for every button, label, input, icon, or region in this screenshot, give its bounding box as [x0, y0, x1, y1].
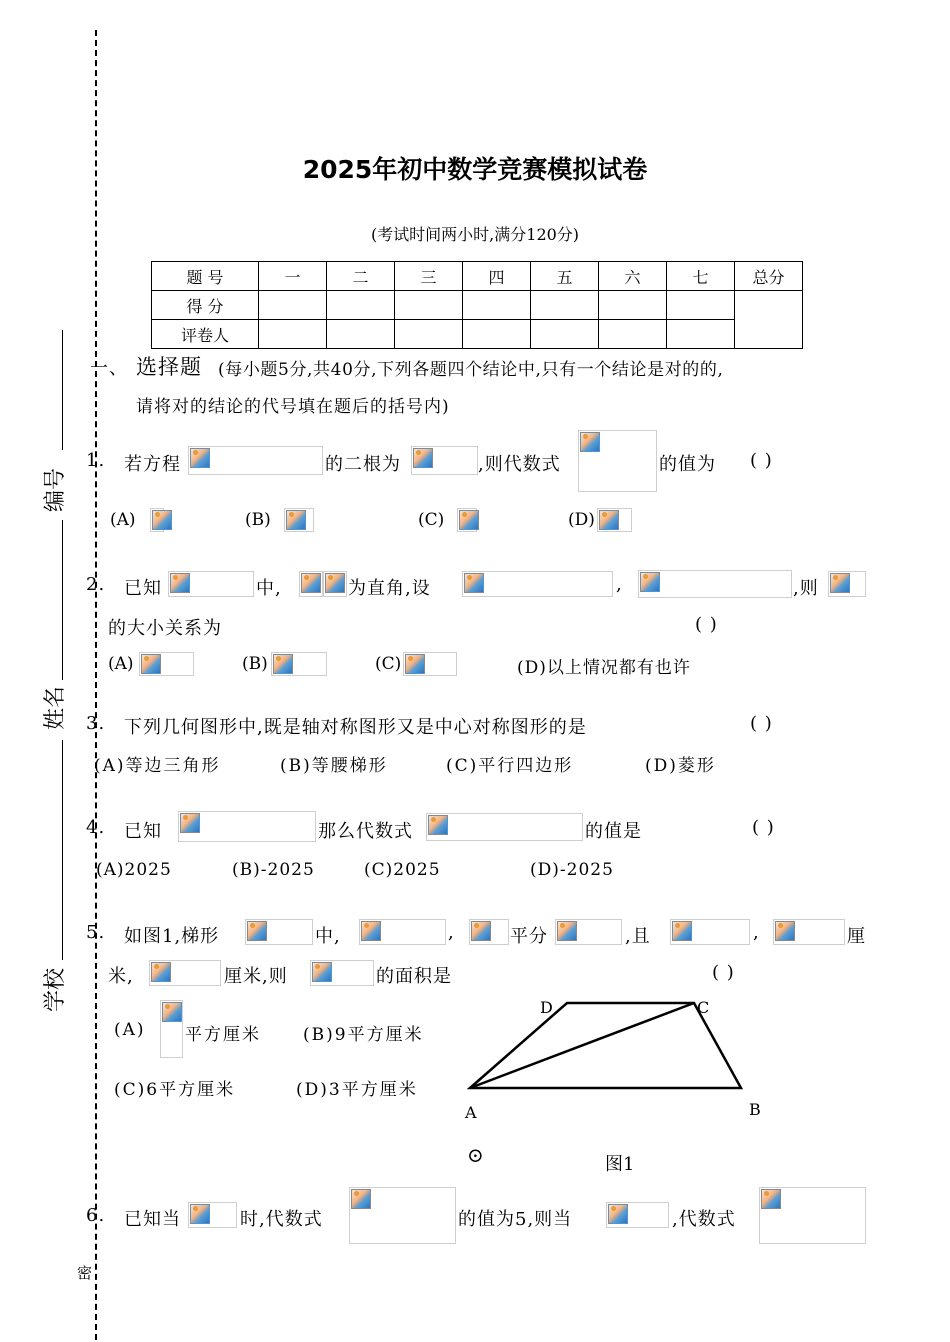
formula-image — [759, 1187, 866, 1244]
q2-text: 的大小关系为 — [108, 618, 222, 639]
option-a[interactable]: (A)2025 — [96, 860, 172, 880]
formula-image — [606, 1202, 669, 1228]
vertex-c-label: C — [697, 998, 710, 1017]
q3-number: 3. — [86, 713, 106, 734]
score-table-cell: 一 — [259, 262, 327, 291]
q5-text: ,且 — [625, 926, 651, 947]
option-d[interactable]: (D)菱形 — [645, 756, 716, 776]
q4-text: 已知 — [124, 821, 162, 842]
figure-caption: 图1 — [605, 1154, 635, 1175]
name-label: 姓名 — [43, 685, 68, 730]
answer-bracket[interactable]: ( ) — [750, 713, 773, 734]
formula-image — [188, 1202, 237, 1228]
q5-text: 的面积是 — [376, 966, 452, 987]
q4-text: 的值是 — [585, 821, 642, 842]
option-c[interactable]: (C) — [375, 654, 402, 674]
q2-text: 为直角,设 — [348, 578, 431, 599]
q5-text: 厘 — [847, 926, 866, 947]
option-c[interactable]: (C) — [418, 510, 445, 530]
q3-text: 下列几何图形中,既是轴对称图形又是中心对称图形的是 — [124, 717, 587, 738]
q2-text: ,则 — [793, 578, 819, 599]
q6-text: 已知当 — [124, 1209, 181, 1230]
option-b[interactable]: (B) — [245, 510, 271, 530]
q1-text: 若方程 — [124, 454, 181, 475]
q2-number: 2. — [86, 574, 106, 595]
id-label: 编号 — [43, 467, 68, 512]
q4-number: 4. — [86, 817, 106, 838]
score-table-cell: 七 — [667, 262, 735, 291]
option-d[interactable]: (D) — [568, 510, 595, 530]
score-table-cell: 五 — [531, 262, 599, 291]
answer-bracket[interactable]: ( ) — [712, 962, 735, 983]
school-label: 学校 — [43, 967, 68, 1012]
option-d[interactable]: (D)以上情况都有也许 — [517, 658, 691, 678]
option-b[interactable]: (B)9平方厘米 — [303, 1025, 424, 1045]
option-c[interactable]: (C)6平方厘米 — [114, 1080, 236, 1100]
q6-text: ,代数式 — [672, 1209, 736, 1230]
q5-text: 平分 — [510, 926, 548, 947]
score-table-cell: 题 号 — [152, 262, 259, 291]
vertex-a-label: A — [465, 1103, 477, 1122]
q2-text: , — [616, 574, 623, 595]
q1-number: 1. — [86, 450, 106, 471]
page-title: 2025年初中数学竞赛模拟试卷 — [302, 155, 648, 184]
vertex-d-label: D — [540, 998, 553, 1017]
page-subtitle: (考试时间两小时,满分120分) — [370, 225, 580, 244]
score-table-cell: 得 分 — [152, 291, 259, 320]
option-b[interactable]: (B)等腰梯形 — [280, 756, 388, 776]
q5-text: 米, — [108, 966, 134, 987]
option-a[interactable]: (A) — [110, 510, 136, 530]
score-table-cell: 评卷人 — [152, 320, 259, 349]
q2-text: 中, — [256, 578, 282, 599]
odot-symbol: ⊙ — [467, 1143, 484, 1167]
q5-text: , — [753, 922, 760, 943]
section-name: 选择题 — [136, 355, 202, 379]
q1-text: 的值为 — [659, 454, 716, 475]
score-table-cell: 四 — [463, 262, 531, 291]
score-table-cell: 总分 — [735, 262, 803, 291]
vertex-b-label: B — [749, 1100, 761, 1119]
score-table-cell: 二 — [327, 262, 395, 291]
section-number: 一、 — [90, 358, 128, 379]
q5-text: 如图1,梯形 — [124, 926, 220, 947]
q5-text: , — [448, 922, 455, 943]
option-b[interactable]: (B)-2025 — [232, 860, 315, 880]
q5-number: 5. — [86, 922, 106, 943]
formula-image — [349, 1187, 456, 1244]
q4-text: 那么代数式 — [318, 821, 413, 842]
option-d[interactable]: (D)-2025 — [530, 860, 614, 880]
answer-bracket[interactable]: ( ) — [695, 614, 718, 635]
option-a[interactable]: (A)等边三角形 — [94, 756, 221, 776]
q5-text: 中, — [315, 926, 341, 947]
q1-text: ,则代数式 — [478, 454, 561, 475]
q2-text: 已知 — [124, 578, 162, 599]
score-table-cell: 六 — [599, 262, 667, 291]
option-c[interactable]: (C)2025 — [364, 860, 441, 880]
q1-text: 的二根为 — [325, 454, 401, 475]
q6-number: 6. — [86, 1205, 106, 1226]
q6-text: 的值为5,则当 — [458, 1209, 573, 1230]
q5-text: 厘米,则 — [224, 966, 288, 987]
section-description: (每小题5分,共40分,下列各题四个结论中,只有一个结论是对的的, — [218, 360, 724, 380]
answer-bracket[interactable]: ( ) — [752, 817, 775, 838]
option-b[interactable]: (B) — [242, 654, 268, 674]
diagonal-ac — [470, 1003, 694, 1088]
option-a[interactable]: (A) — [108, 654, 134, 674]
answer-bracket[interactable]: ( ) — [750, 450, 773, 471]
section-description-line2: 请将对的结论的代号填在题后的括号内) — [136, 397, 450, 417]
q6-text: 时,代数式 — [240, 1209, 323, 1230]
option-d[interactable]: (D)3平方厘米 — [296, 1080, 418, 1100]
option-a-unit: 平方厘米 — [185, 1025, 261, 1045]
seal-mark: 密 — [77, 1264, 93, 1282]
option-c[interactable]: (C)平行四边形 — [446, 756, 574, 776]
score-table-cell: 三 — [395, 262, 463, 291]
option-a[interactable]: (A) — [114, 1020, 146, 1040]
